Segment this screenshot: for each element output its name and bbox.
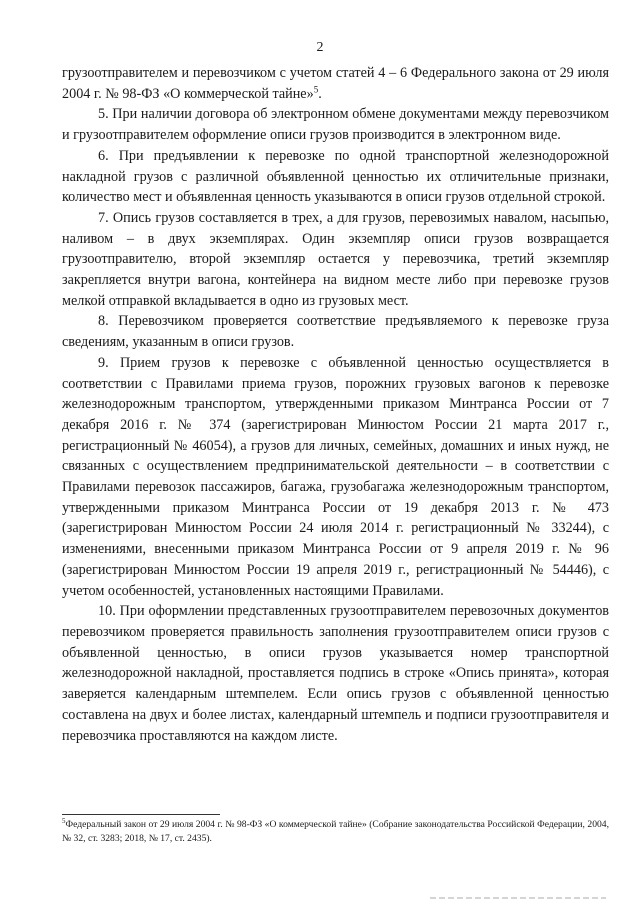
document-body <box>62 63 609 746</box>
paragraph-6: 6. При предъявлении к перевозке по одной транспортной железнодорожной накладной грузов с различной объявленной ценностью их отличительные признаки, количество мест и объявленная ценность указываются в описи грузов отдельной строкой. <box>62 147 609 206</box>
paragraph-tail: . <box>318 85 322 102</box>
paragraph-text: грузоотправителем и перевозчиком с учетом статей 4 – 6 Федерального закона от 29 июля 2004 г. № 98-ФЗ «О коммерческой тайне» <box>62 65 609 102</box>
page-number: 2 <box>316 40 324 55</box>
scan-artifact <box>430 897 606 899</box>
footnote <box>62 818 609 846</box>
footnote-divider <box>62 814 220 815</box>
footnote-text: Федеральный закон от 29 июля 2004 г. № 98-ФЗ «О коммерческой тайне» (Собрание законодательства Российской Федерации, 2004, № 32, ст. 3283; 2018, № 17, ст. 2435). <box>62 819 609 844</box>
paragraph-7: 7. Опись грузов составляется в трех, а для грузов, перевозимых навалом, насыпью, наливом – в двух экземплярах. Один экземпляр описи грузов возвращается грузоотправителю, второй экземпляр остается у перевозчика, третий экземпляр закрепляется внутри вагона, контейнера на видном месте либо при перевозке грузов мелкой отправкой вкладывается в одно из грузовых мест. <box>62 209 609 309</box>
paragraph-10: 10. При оформлении представленных грузоотправителем перевозочных документов перевозчиком проверяется правильность заполнения грузоотправителем описи грузов с объявленной ценностью, в описи грузов указывается номер транспортной железнодорожной накладной, проставляется подпись в строке «Опись принята», которая заверяется календарным штемпелем. Если опись грузов с объявленной ценностью составлена на двух и более листах, календарный штемпель и подписи грузоотправителя и перевозчика проставляются на каждом листе. <box>62 603 609 744</box>
footnote-mark: 5 <box>62 816 66 825</box>
paragraph-9: 9. Прием грузов к перевозке с объявленной ценностью осуществляется в соответствии с Правилами приема грузов, порожних грузовых вагонов к перевозке железнодорожным транспортом, утвержденными приказом Минтранса России от 7 декабря 2016 г. № 374 (зарегистрирован Минюстом России 21 марта 2017 г., регистрационный № 46054), а грузов для личных, семейных, домашних и иных нужд, не связанных с осуществлением предпринимательской деятельности – в соответствии с Правилами перевозок пассажиров, багажа, грузобагажа железнодорожным транспортом, утвержденными приказом Минтранса России от 19 декабря 2013 г. № 473 (зарегистрирован Минюстом России 24 июля 2014 г. регистрационный № 33244), с изменениями, внесенными приказом Минтранса России от 9 апреля 2019 г. № 96 (зарегистрирован Минюстом России 19 апреля 2019 г., регистрационный № 54446), с учетом особенностей, установленных настоящими Правилами. <box>62 354 609 599</box>
paragraph-5: 5. При наличии договора об электронном обмене документами между перевозчиком и грузоотправителем оформление описи грузов производится в электронном виде. <box>62 106 609 144</box>
paragraph-8: 8. Перевозчиком проверяется соответствие предъявляемого к перевозке груза сведениям, указанным в описи грузов. <box>62 313 609 351</box>
footnote-reference[interactable]: 5 <box>313 83 319 94</box>
paragraph-4-continuation <box>62 63 609 104</box>
